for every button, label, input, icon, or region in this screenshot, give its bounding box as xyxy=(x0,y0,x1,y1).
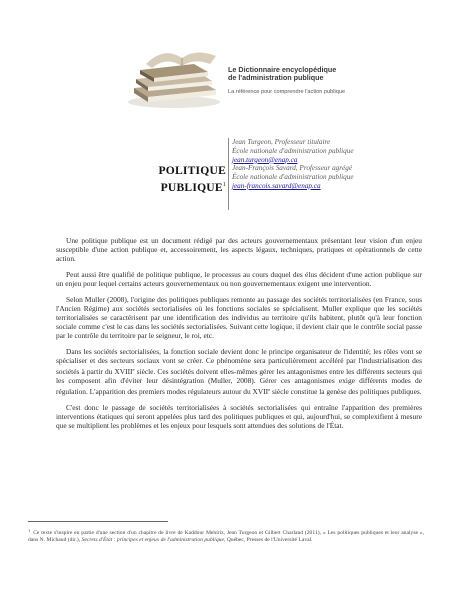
title-divider xyxy=(228,138,229,210)
footnote-book-title: Secrets d'État : principes et enjeux de l'administration publique xyxy=(81,537,224,544)
author-1-email-link[interactable]: jean.turgeon@enap.ca xyxy=(232,155,298,164)
author-2-email-link[interactable]: jean-francois.savard@enap.ca xyxy=(232,181,321,190)
century-superscript-2: e xyxy=(268,387,271,393)
paragraph-4-part2: siècle. Ces sociétés doivent elles-mêmes gérer les antagonismes entre les différents secteurs qui les composent afin d'éviter leur désintégration (Muller, 2008). Gérer ces antagonismes exige différents modes de régulation. L'apparition des premiers modes régulateurs autour du XVII xyxy=(56,366,422,397)
author-block xyxy=(232,138,432,191)
document-title-line2-text: PUBLIQUE xyxy=(160,181,223,194)
century-superscript-1: e xyxy=(132,366,135,372)
paragraph-3: Selon Muller (2008), l'origine des politiques publiques remonte au passage des sociétés territorialisées (en France, sous l'Ancien Régime) aux sociétés sectorialisées où les fonctions sociales se spécialisent. Muller explique que les sociétés territorialisées se caractérisent par une identification des individus au territoire qu'ils habitent, plutôt qu'à leur fonction sociale comme c'est le cas dans les sociétés sectorialisées. Suivant cette logique, il devient clair que le contrôle social passe par le contrôle du territoire par le seigneur, le roi, etc. xyxy=(56,294,422,341)
author-2-institution: École nationale d'administration publique xyxy=(232,173,354,182)
footnote-text-part2: , Québec, Presses de l'Université Laval. xyxy=(223,537,313,544)
banner-title-line2: de l'administration publique xyxy=(228,73,324,83)
document-title-line2 xyxy=(158,178,226,195)
author-1-name: Jean Turgeon, Professeur titulaire xyxy=(232,138,331,146)
footnote-text-part1: Ce texte s'inspire en partie d'une section d'un chapitre de livre de Kaddour Mehiriz, Jean Turgeon et Gilbert Charland (2011), « Les politiques publiques et leur analyse », dans N. Michaud (dir.), xyxy=(28,530,424,544)
books-logo-icon xyxy=(124,42,224,112)
paragraph-4-part3: siècle constitue la genèse des politiques publiques. xyxy=(270,387,422,397)
paragraph-4-part1: Dans les sociétés sectorialisées, la fonction sociale devient donc le principe organisateur de l'identité; les rôles vont se spécialiser et des secteurs sociaux vont se créer. Ce phénomène sera particulièrement accéléré par l'industrialisation des sociétés à partir du XVIII xyxy=(56,346,422,376)
article-body xyxy=(56,236,422,437)
paragraph-4 xyxy=(56,347,422,396)
footnote-number: 1 xyxy=(28,528,31,533)
banner-tagline: La référence pour comprendre l'action publique xyxy=(228,89,346,95)
author-1-institution: École nationale d'administration publique xyxy=(232,146,354,155)
footnote-divider xyxy=(28,521,168,522)
footnote xyxy=(28,527,424,545)
paragraph-2: Peut aussi être qualifié de politique publique, le processus au cours duquel des élus décident d'une action publique sur un enjeu pour lequel certains acteurs gouvernementaux ou non gouvernementaux exigent une intervention. xyxy=(56,269,422,288)
author-2-name: Jean-François Savard, Professeur agrégé xyxy=(232,164,353,173)
document-title-line1: POLITIQUE xyxy=(158,164,226,177)
paragraph-1: Une politique publique est un document rédigé par des acteurs gouvernementaux présentant leur vision d'un enjeu susceptible d'une action publique et, accessoirement, les aspects légaux, techniques, pratiques et opérationnels de cette action. xyxy=(56,236,422,264)
paragraph-5: C'est donc le passage de sociétés territorialisées à sociétés sectorialisées qui entraîne l'apparition des premières interventions étatiques qui seront appelées plus tard des politiques publiques et qui, aujourd'hui, se complexifient à mesure que se multiplient les problèmes et les enjeux pour lesquels sont attendues des solutions de l'État. xyxy=(56,402,422,430)
document-title xyxy=(158,163,226,195)
banner-title xyxy=(228,66,336,83)
banner-title-line1: Le Dictionnaire encyclopédique xyxy=(228,65,337,74)
title-footnote-mark[interactable]: 1 xyxy=(222,182,226,188)
dictionary-banner xyxy=(124,42,424,112)
